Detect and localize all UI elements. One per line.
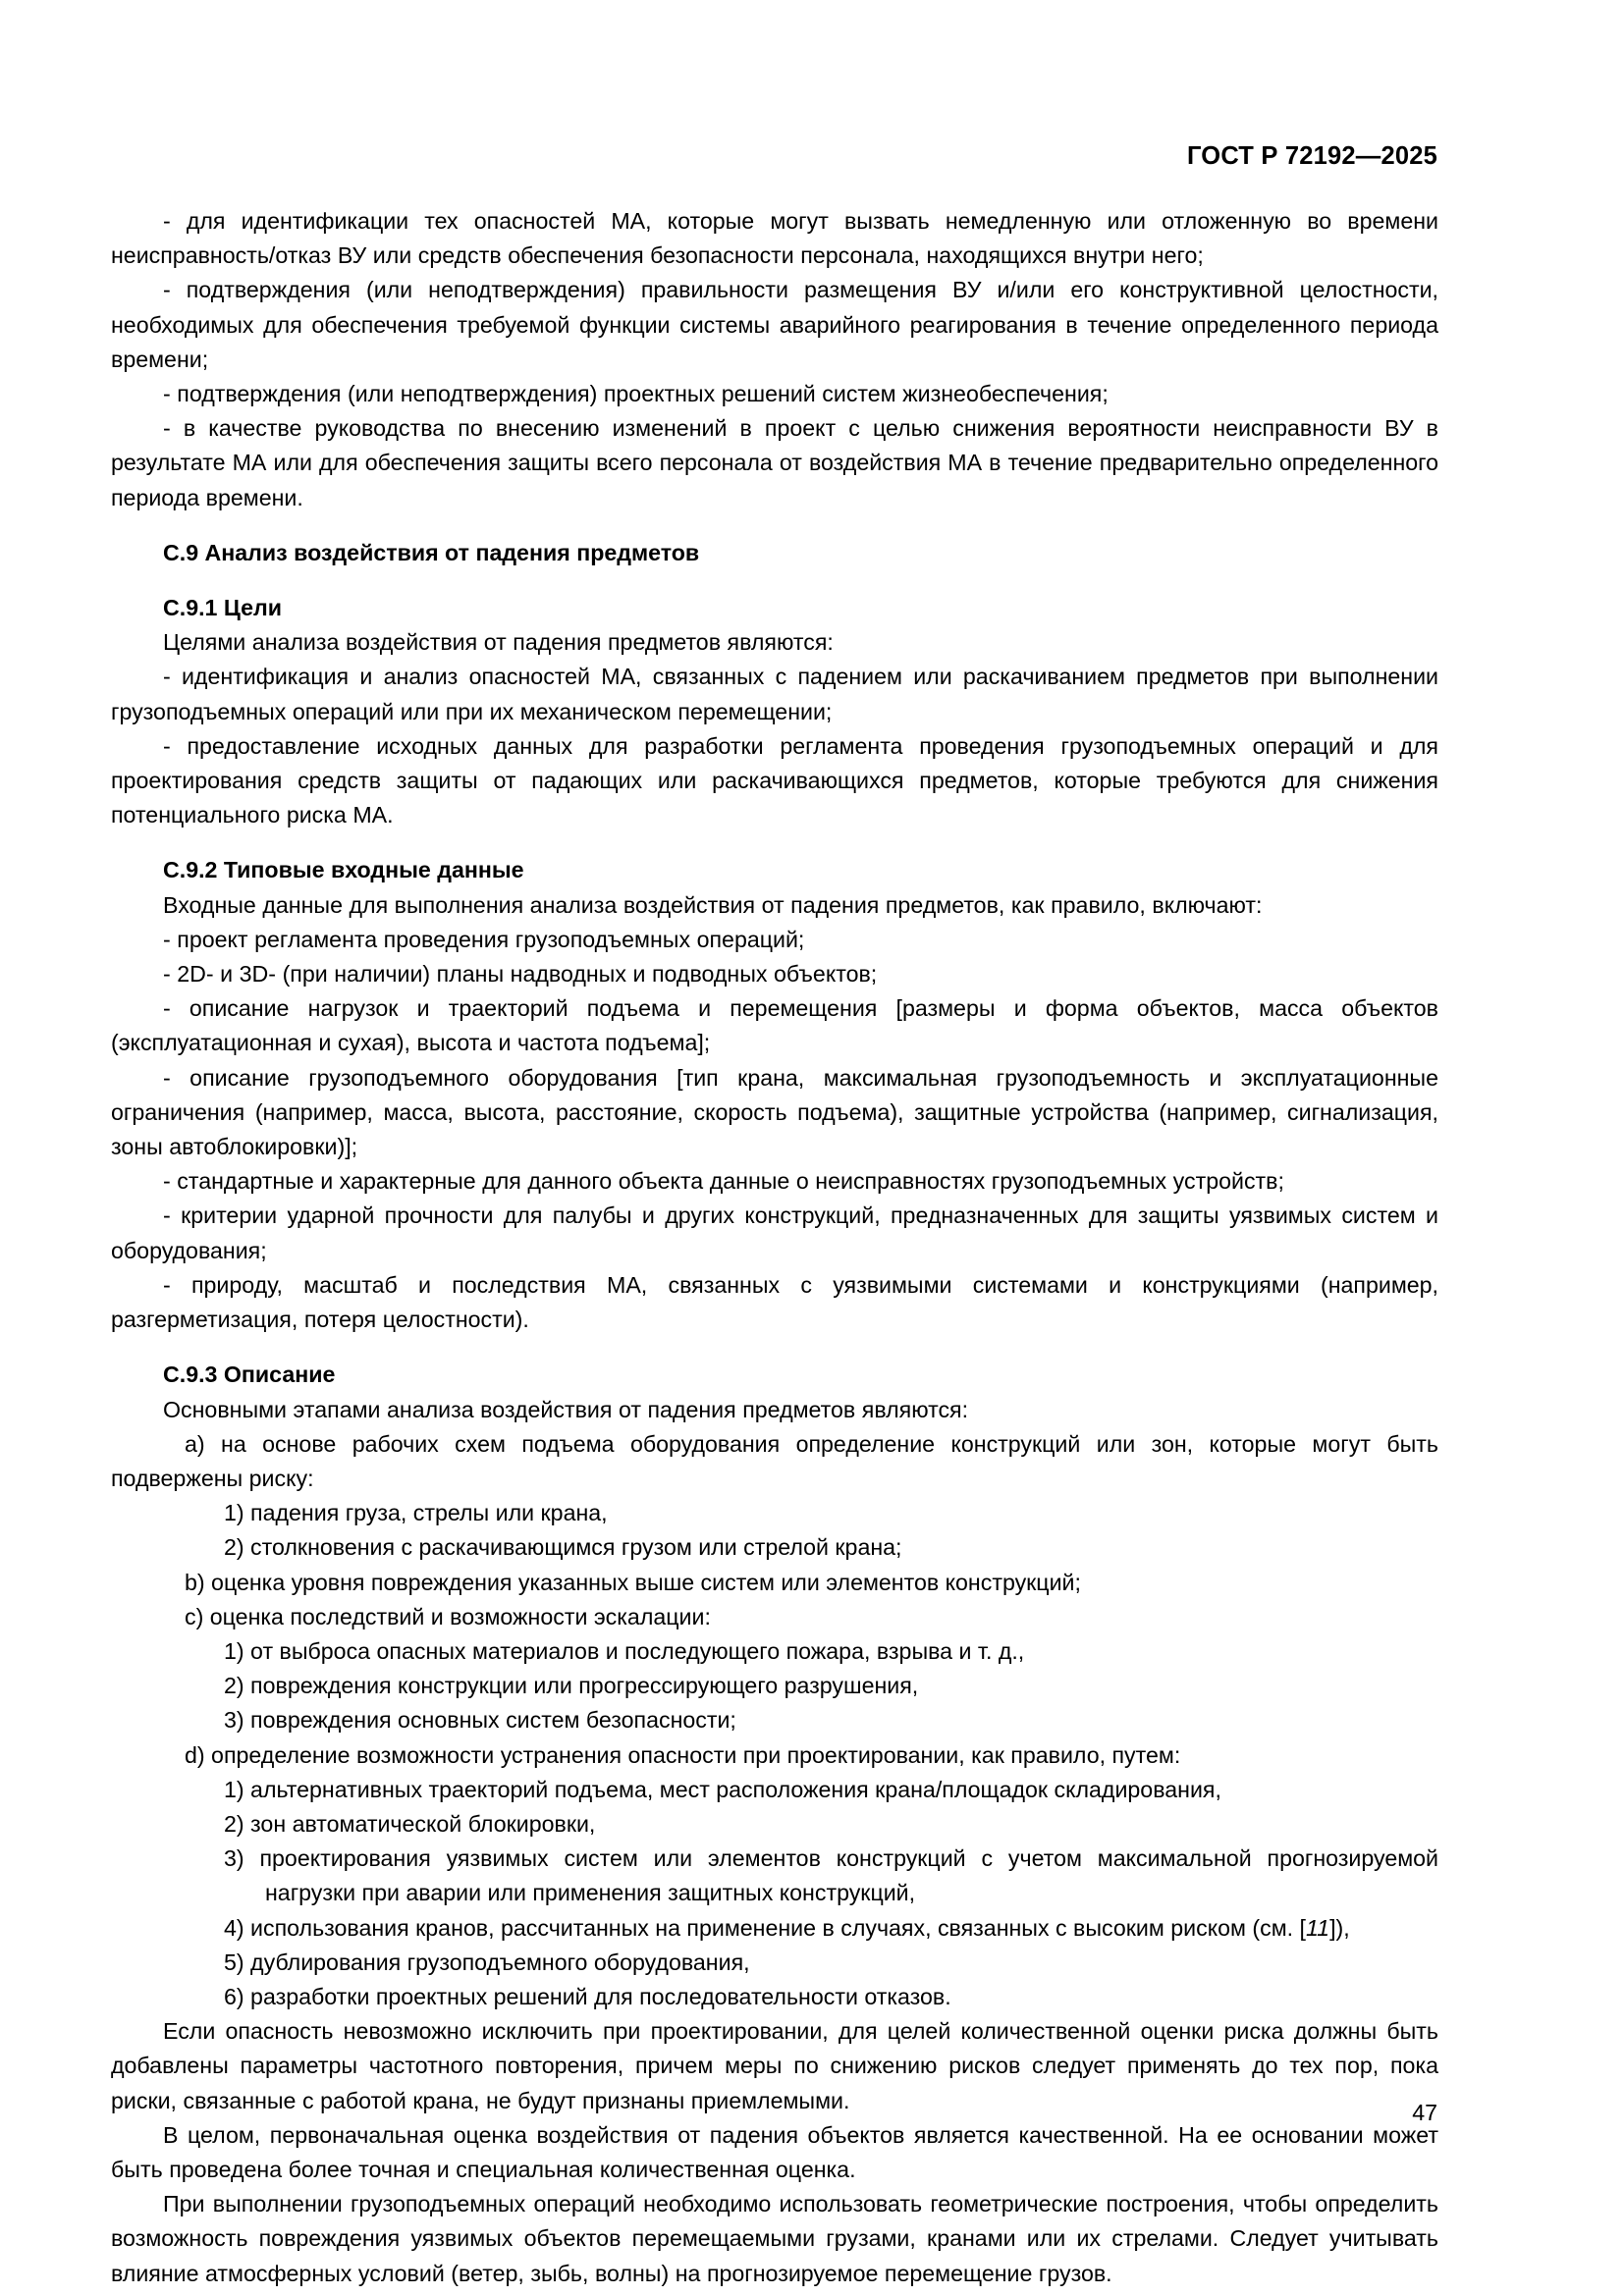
list-item-d-4 (111, 1911, 1438, 1946)
bullet-item: - проект регламента проведения грузоподъемных операций; (163, 926, 805, 952)
heading-c9-3: С.9.3 Описание (163, 1362, 336, 1388)
bullet-item: - подтверждения (или неподтверждения) правильности размещения ВУ и/или его конструктивной целостности, необходимых для обеспечения требуемой функции системы аварийного реагирования в течение определенного периода времени; (111, 277, 1438, 372)
list-item-d-2: 2) зон автоматической блокировки, (224, 1810, 596, 1837)
closing-paragraph: Если опасность невозможно исключить при проектировании, для целей количественной оценки риска должны быть добавлены параметры частотного повторения, причем меры по снижению рисков следует применять до тех пор, пока риски, связанные с работой крана, не будут признаны приемлемыми. (111, 2018, 1438, 2113)
bullet-item: - для идентификации тех опасностей МА, которые могут вызвать немедленную или отложенную во времени неисправность/отказ ВУ или средств обеспечения безопасности персонала, находящихся внутри него; (111, 208, 1438, 269)
list-item-d-6: 6) разработки проектных решений для последовательности отказов. (224, 1983, 951, 2009)
bullet-item: - описание нагрузок и траекторий подъема и перемещения [размеры и форма объектов, масса объектов (эксплуатационная и сухая), высота и частота подъема]; (111, 995, 1438, 1056)
list-item-c-2: 2) повреждения конструкции или прогрессирующего разрушения, (224, 1673, 919, 1699)
heading-c9: С.9 Анализ воздействия от падения предметов (163, 539, 700, 565)
list-item-a: a) на основе рабочих схем подъема оборудования определение конструкций или зон, которые могут быть подвержены риску: (111, 1430, 1438, 1491)
bullet-item: - идентификация и анализ опасностей МА, связанных с падением или раскачиванием предметов при выполнении грузоподъемных операций или при их механическом перемещении; (111, 664, 1438, 724)
paragraph-c9-3-intro: Основными этапами анализа воздействия от падения предметов являются: (163, 1396, 969, 1422)
list-item-d-4-text-before: 4) использования кранов, рассчитанных на применение в случаях, связанных с высоким риском (см. [ (224, 1914, 1306, 1941)
list-item-d-3: 3) проектирования уязвимых систем или элементов конструкций с учетом максимальной прогнозируемой нагрузки при аварии или применения защитных конструкций, (224, 1845, 1438, 1906)
bullet-item: - подтверждения (или неподтверждения) проектных решений систем жизнеобеспечения; (163, 381, 1109, 407)
list-item-d-1: 1) альтернативных траекторий подъема, мест расположения крана/площадок складирования, (224, 1776, 1221, 1802)
bibliography-reference: 11 (1305, 1914, 1330, 1941)
list-item-b: b) оценка уровня повреждения указанных выше систем или элементов конструкций; (185, 1569, 1081, 1595)
bullet-item: - критерии ударной прочности для палубы и других конструкций, предназначенных для защиты уязвимых систем и оборудования; (111, 1202, 1438, 1263)
bullet-item: - в качестве руководства по внесению изменений в проект с целью снижения вероятности неисправности ВУ в результате МА или для обеспечения защиты всего персонала от воздействия МА в течение предварительно определенного периода времени. (111, 415, 1438, 510)
list-item-c-1: 1) от выброса опасных материалов и последующего пожара, взрыва и т. д., (224, 1637, 1025, 1664)
list-item-a-2: 2) столкновения с раскачивающимся грузом или стрелой крана; (224, 1534, 902, 1561)
list-item-c: c) оценка последствий и возможности эскалации: (185, 1603, 711, 1629)
page-body (111, 204, 1438, 2291)
list-item-d-4-text-after: ]), (1329, 1914, 1350, 1941)
paragraph-c9-2-intro: Входные данные для выполнения анализа воздействия от падения предметов, как правило, включают: (163, 891, 1263, 918)
bullet-item: - описание грузоподъемного оборудования [тип крана, максимальная грузоподъемность и эксплуатационные ограничения (например, масса, высота, расстояние, скорость подъема), защитные устройства (например, сигнализация, зоны автоблокировки)]; (111, 1064, 1438, 1160)
list-item-a-1: 1) падения груза, стрелы или крана, (224, 1500, 608, 1526)
list-item-d-5: 5) дублирования грузоподъемного оборудования, (224, 1949, 750, 1975)
heading-c9-1: С.9.1 Цели (163, 595, 282, 621)
bullet-item: - 2D- и 3D- (при наличии) планы надводных и подводных объектов; (163, 961, 878, 988)
closing-paragraph: В целом, первоначальная оценка воздействия от падения объектов является качественной. На ее основании может быть проведена более точная и специальная количественная оценка. (111, 2121, 1438, 2182)
bullet-item: - предоставление исходных данных для разработки регламента проведения грузоподъемных операций и для проектирования средств защиты от падающих или раскачивающихся предметов, которые требуются для снижения потенциального риска МА. (111, 732, 1438, 828)
list-item-c-3: 3) повреждения основных систем безопасности; (224, 1707, 736, 1734)
bullet-item: - стандартные и характерные для данного объекта данные о неисправностях грузоподъемных устройств; (163, 1168, 1284, 1195)
heading-c9-2: С.9.2 Типовые входные данные (163, 857, 524, 883)
closing-paragraph: При выполнении грузоподъемных операций необходимо использовать геометрические построения, чтобы определить возможность повреждения уязвимых объектов перемещаемыми грузами, кранами или их стрелами. Следует учитывать влияние атмосферных условий (ветер, зыбь, волны) на прогнозируемое перемещение грузов. (111, 2191, 1438, 2286)
running-head-standard-number: ГОСТ Р 72192—2025 (1186, 142, 1437, 170)
page-number: 47 (1412, 2099, 1437, 2125)
list-item-d: d) определение возможности устранения опасности при проектировании, как правило, путем: (185, 1741, 1181, 1768)
paragraph-c9-1-intro: Целями анализа воздействия от падения предметов являются: (163, 629, 834, 656)
bullet-item: - природу, масштаб и последствия МА, связанных с уязвимыми системами и конструкциями (например, разгерметизация, потеря целостности). (111, 1271, 1438, 1333)
